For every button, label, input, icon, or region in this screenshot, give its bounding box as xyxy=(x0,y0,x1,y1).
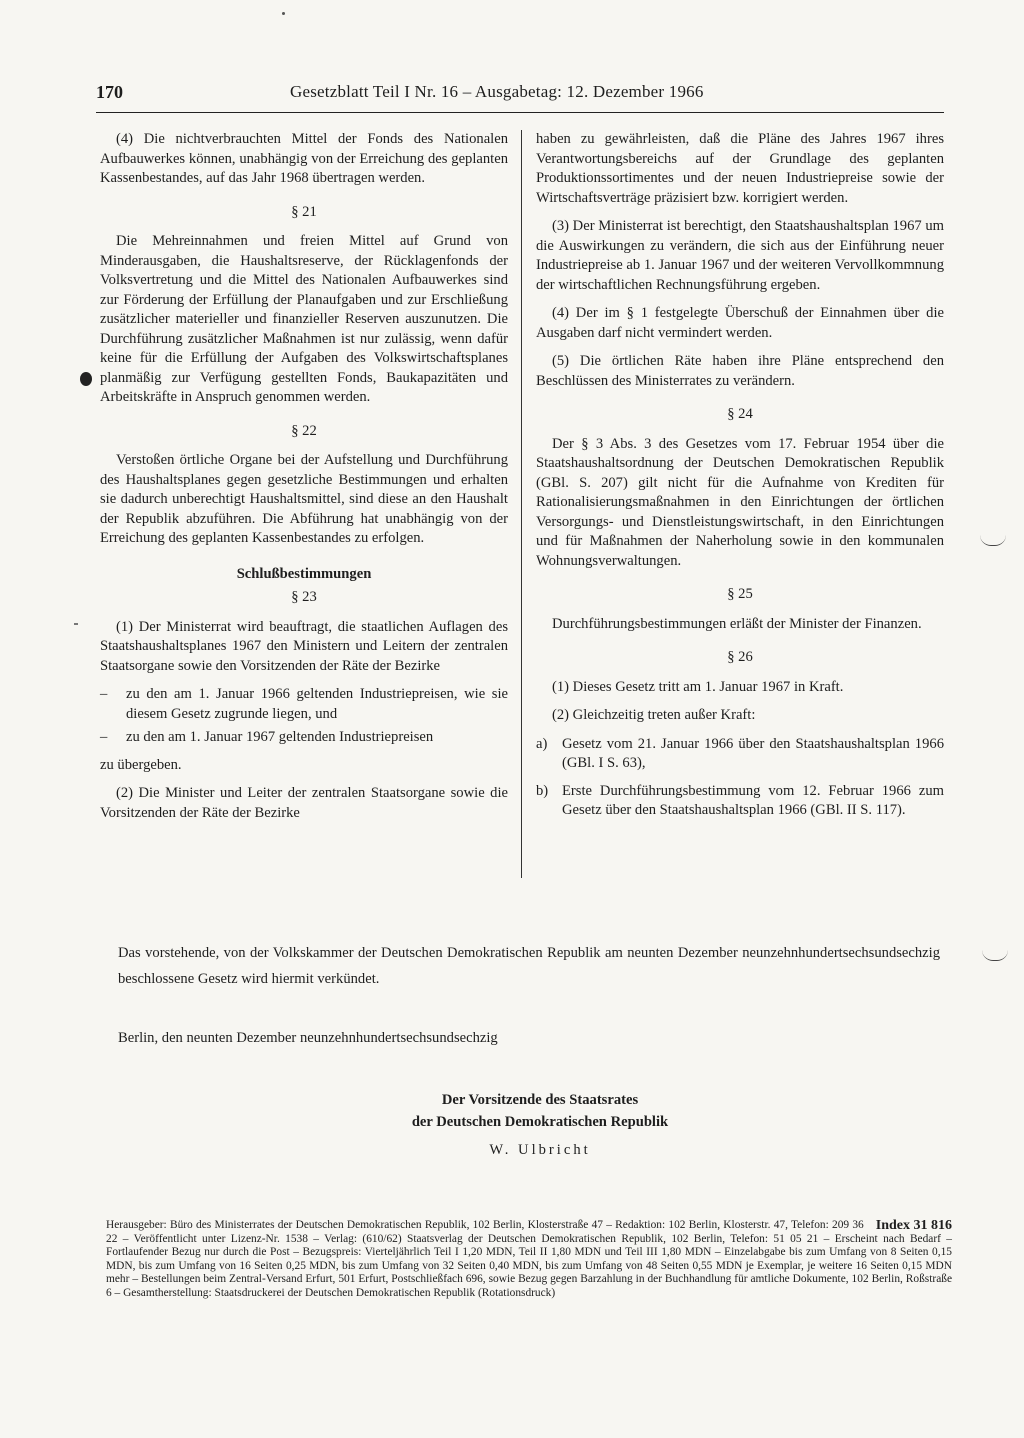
section-heading-26: § 26 xyxy=(727,649,753,665)
paper-speck xyxy=(74,623,78,625)
paragraph-s25: Durchführungsbestimmungen erläßt der Minister der Finanzen. xyxy=(552,615,922,632)
paragraph-s26-1: (1) Dieses Gesetz tritt am 1. Januar 1967 in Kraft. xyxy=(552,678,844,695)
section-heading-22: § 22 xyxy=(291,422,317,439)
section-heading-23: § 23 xyxy=(291,589,317,605)
left-column xyxy=(100,130,508,832)
dash-marker: – xyxy=(100,729,108,745)
paper-speck xyxy=(282,12,285,15)
right-column xyxy=(536,130,944,829)
page-header xyxy=(96,82,944,113)
final-provisions-heading: Schlußbestimmungen xyxy=(236,565,372,582)
signatory-title: Der Vorsitzende des Staatsrates xyxy=(441,1092,639,1108)
gazette-title: Gesetzblatt Teil I Nr. 16 – Ausgabetag: 12. Dezember 1966 xyxy=(290,82,704,101)
paragraph-s23-2-continued: haben zu gewährleisten, daß die Pläne des Jahres 1967 ihres Verantwortungsbereichs auf der Grundlage des geplanten Produktionssortimentes und der neuen Industriepreise sowie der Wirtschaftsverträge präzisiert bzw. korrigiert werden. xyxy=(536,131,944,206)
paragraph-s23-closing: zu übergeben. xyxy=(100,756,182,773)
paragraph-s23-3: (3) Der Ministerrat ist berechtigt, den Staatshaushaltsplan 1967 um die Auswirkungen zu verändern, die sich aus der Einführung neuer Industriepreise ab 1. Januar 1967 und der weiteren Vervollkommnung der wirtschaftlichen Rechnungsführung ergeben. xyxy=(536,218,944,293)
paragraph-s20-4: (4) Die nichtverbrauchten Mittel der Fonds des Nationalen Aufbauwerkes können, unabhängig von der Erreichung des geplanten Kassenbestandes, auf das Jahr 1968 übertragen werden. xyxy=(100,131,508,186)
section-heading-21: § 21 xyxy=(291,203,317,220)
paragraph-s23-2: (2) Die Minister und Leiter der zentralen Staatsorgane sowie die Vorsitzenden der Räte der Bezirke xyxy=(100,785,508,821)
margin-mark xyxy=(982,950,1008,961)
margin-mark xyxy=(980,535,1006,546)
paragraph-s26-2: (2) Gleichzeitig treten außer Kraft: xyxy=(552,707,756,723)
list-item xyxy=(100,685,508,724)
paragraph-s21: Die Mehreinnahmen und freien Mittel auf Grund von Minderausgaben, die Haushaltsreserve, der Rücklagenfonds der Volksvertretung und die Mittel des Nationalen Aufbauwerkes sind zur Förderung der Erfüllung der Planaufgaben und zur Erschließung zusätzlicher materieller und finanzieller Reserven auszunutzen. Die Durchführung zusätzlicher Maßnahmen ist nur zulässig, wenn dafür keine für die Erfüllung der Aufgaben des Volkswirtschaftsplanes planmäßig zur Verfügung gestellten Fonds, Baukapazitäten und Arbeitskräfte in Anspruch genommen werden. xyxy=(100,233,508,405)
index-number: Index 31 816 xyxy=(875,1218,952,1233)
paragraph-s22: Verstoßen örtliche Organe bei der Aufstellung und Durchführung des Haushaltsplanes gegen gesetzliche Bestimmungen und erhalten sie dadurch unberechtigt Haushaltsmittel, sind diese an den Haushalt der Republik abzuführen. Die Abführung hat unabhängig von der Erreichung des geplanten Kassenbestandes zu erfolgen. xyxy=(100,452,508,546)
list-item xyxy=(536,735,944,774)
list-item-text: Erste Durchführungsbestimmung vom 12. Februar 1966 zum Gesetz über den Staatshaushaltsplan 1966 (GBl. II S. 117). xyxy=(562,782,944,818)
list-item-text: zu den am 1. Januar 1966 geltenden Industriepreisen, wie sie diesem Gesetz zugrunde liegen, und xyxy=(126,686,508,722)
paragraph-s23-1: (1) Der Ministerrat wird beauftragt, die staatlichen Auflagen des Staatshaushaltsplanes 1967 den Ministern und Leitern der zentralen Staatsorgane sowie den Vorsitzenden der Räte der Bezirke xyxy=(100,618,508,674)
list-item-text: Gesetz vom 21. Januar 1966 über den Staatshaushaltsplan 1966 (GBl. I S. 63), xyxy=(562,735,944,771)
paragraph-s23-5: (5) Die örtlichen Räte haben ihre Pläne entsprechend den Beschlüssen des Ministerrates zu verändern. xyxy=(536,353,944,389)
dash-marker: – xyxy=(100,686,108,702)
section-heading-24: § 24 xyxy=(727,406,753,422)
column-divider xyxy=(521,130,522,878)
proclamation: Das vorstehende, von der Volkskammer der Deutschen Demokratischen Republik am neunten Dezember neunzehnhundertsechsundsechzig beschlossene Gesetz wird hiermit verkündet. xyxy=(118,945,940,987)
ink-blot xyxy=(80,372,92,386)
signatory-name: W. Ulbricht xyxy=(489,1142,591,1158)
list-letter: a) xyxy=(536,735,548,752)
imprint-text: Herausgeber: Büro des Ministerrates der Deutschen Demokratischen Republik, 102 Berlin, Klosterstraße 47 – Redaktion: 102 Berlin, Klosterstr. 47, Telefon: 209 36 22 – Veröffentlicht unter Lizenz-Nr. 1538 – Verlag: (610/62) Staatsverlag der Deutschen Demokratischen Republik, 102 Berlin, Telefon: 51 05 21 – Erscheint nach Bedarf – Fortlaufender Bezug nur durch die Post – Bezugspreis: Vierteljährlich Teil I 1,20 MDN, Teil II 1,80 MDN und Teil III 1,80 MDN – Einzelabgabe bis zum Umfang von 8 Seiten 0,15 MDN, bis zum Umfang von 16 Seiten 0,25 MDN, bis zum Umfang von 32 Seiten 0,40 MDN, bis zum Umfang von 48 Seiten 0,55 MDN je Exemplar, je weitere 16 Seiten 0,15 MDN mehr – Bestellungen beim Zentral-Versand Erfurt, 501 Erfurt, Postschließfach 696, sowie Bezug gegen Barzahlung in der Buchhandlung für amtliche Dokumente, 102 Berlin, Roßstraße 6 – Gesamtherstellung: Staatsdruckerei der Deutschen Demokratischen Republik (Rotationsdruck) xyxy=(106,1219,952,1299)
list-letter: b) xyxy=(536,782,549,799)
paragraph-s24: Der § 3 Abs. 3 des Gesetzes vom 17. Februar 1954 über die Staatshaushaltsordnung der Deutschen Demokratischen Republik (GBl. S. 207) gilt nicht für die Aufnahme von Krediten für Rationalisierungsmaßnahmen in den Einrichtungen der örtlichen Versorgungs- und Dienstleistungswirtschaft, in den Einrichtungen und für Maßnahmen der Naherholung sowie in den kommunalen Wohnungsverwaltungen. xyxy=(536,435,944,569)
paragraph-s23-4: (4) Der im § 1 festgelegte Überschuß der Einnahmen über die Ausgaben darf nicht vermindert werden. xyxy=(536,305,944,341)
signatory-title-line2: der Deutschen Demokratischen Republik xyxy=(411,1114,669,1130)
list-item xyxy=(100,728,508,748)
imprint xyxy=(106,1219,952,1300)
section-heading-25: § 25 xyxy=(727,586,753,602)
place-date: Berlin, den neunten Dezember neunzehnhundertsechsundsechzig xyxy=(118,1030,498,1046)
list-item-text: zu den am 1. Januar 1967 geltenden Industriepreisen xyxy=(126,729,434,745)
page-number: 170 xyxy=(96,82,123,102)
list-item xyxy=(536,782,944,821)
